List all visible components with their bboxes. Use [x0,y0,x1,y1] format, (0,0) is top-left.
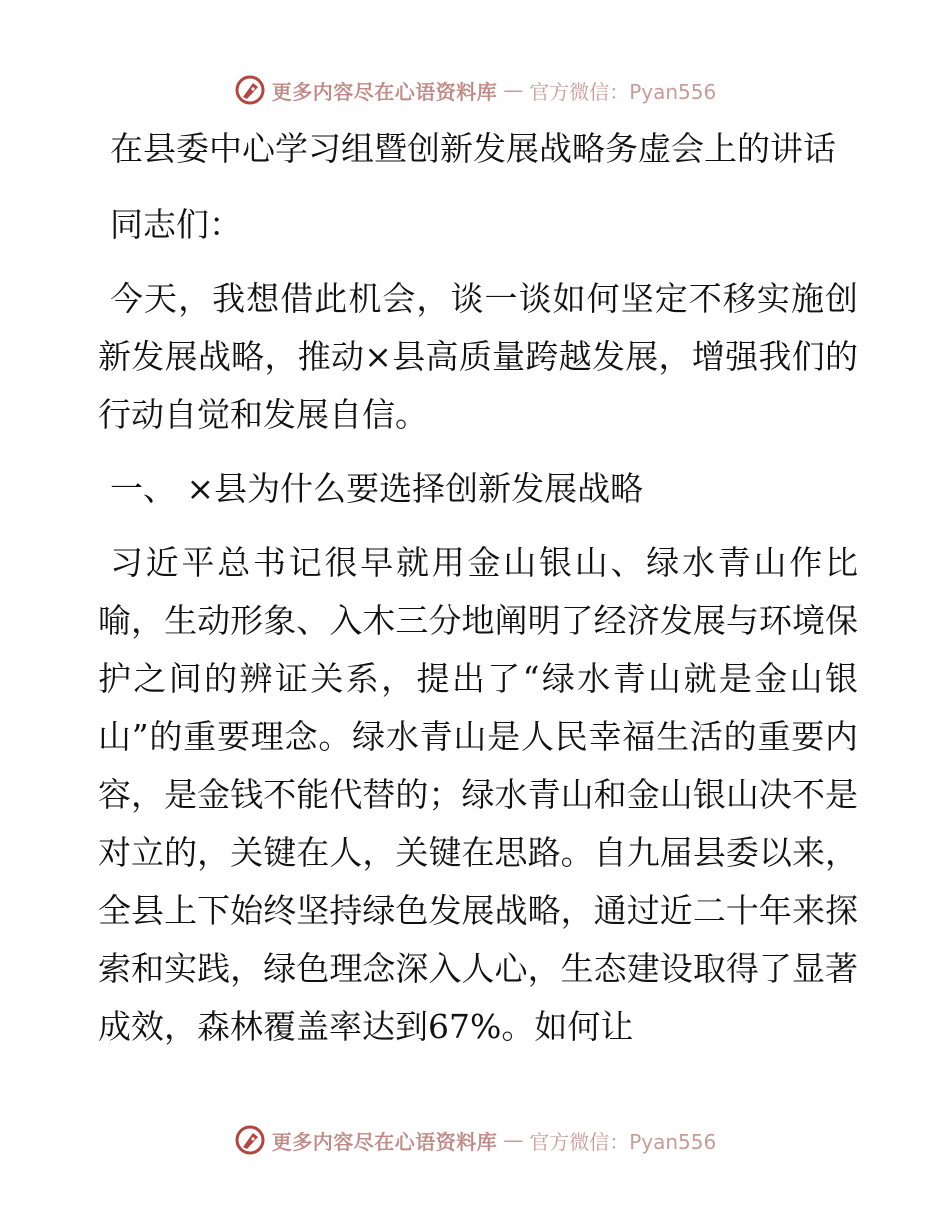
watermark-footer [0,1120,950,1160]
watermark-brand: 更多内容尽在心语资料库 [271,79,498,104]
watermark-header [0,70,950,110]
watermark-brand: 更多内容尽在心语资料库 [271,1129,498,1154]
pen-nib-logo-icon [234,1124,266,1156]
greeting: 同志们： [110,205,242,244]
watermark-wechat: 官方微信：Pyan556 [529,79,717,104]
pen-nib-logo-icon [234,74,266,106]
watermark-wechat: 官方微信：Pyan556 [529,1129,717,1154]
watermark-separator: — [503,78,524,102]
body-paragraph: 习近平总书记很早就用金山银山、绿水青山作比喻，生动形象、入木三分地阐明了经济发展与环境保护之间的辨证关系，提出了“绿水青山就是金山银山”的重要理念。绿水青山是人民幸福生活的重要内容，是金钱不能代替的；绿水青山和金山银山决不是对立的，关键在人，关键在思路。自九届县委以来，全县上下始终坚持绿色发展战略，通过近二十年来探索和实践，绿色理念深入人心，生态建设取得了显著成效，森林覆盖率达到67%。如何让 [98,543,858,1046]
document-title: 在县委中心学习组暨创新发展战略务虚会上的讲话 [110,129,836,168]
intro-paragraph: 今天，我想借此机会，谈一谈如何坚定不移实施创新发展战略，推动×县高质量跨越发展，增强我们的行动自觉和发展自信。 [98,279,858,434]
document-body [98,120,858,1056]
section-heading: 一、 ×县为什么要选择创新发展战略 [110,469,644,508]
watermark-separator: — [503,1128,524,1152]
